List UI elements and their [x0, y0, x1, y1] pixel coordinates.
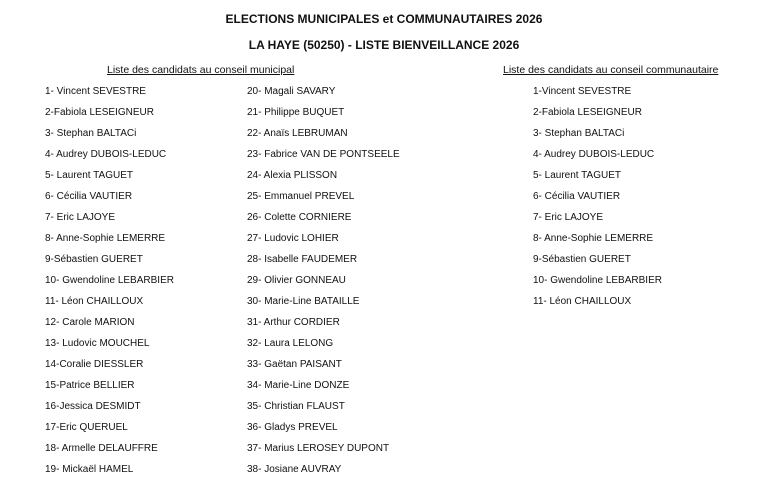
- candidate-entry: 1- Vincent SEVESTRE: [45, 86, 146, 97]
- candidate-entry: 5- Laurent TAGUET: [533, 170, 621, 181]
- candidate-entry: 32- Laura LELONG: [247, 338, 334, 349]
- candidate-entry: 4- Audrey DUBOIS-LEDUC: [45, 149, 167, 160]
- candidate-entry: 34- Marie-Line DONZE: [247, 380, 350, 391]
- candidate-entry: 19- Mickaël HAMEL: [45, 464, 134, 475]
- candidate-entry: 16-Jessica DESMIDT: [45, 401, 141, 412]
- candidate-entry: 13- Ludovic MOUCHEL: [45, 338, 150, 349]
- candidate-entry: 20- Magali SAVARY: [247, 86, 336, 97]
- candidate-entry: 38- Josiane AUVRAY: [247, 464, 342, 475]
- candidate-entry: 7- Eric LAJOYE: [45, 212, 116, 223]
- candidate-entry: 9-Sébastien GUERET: [533, 254, 631, 265]
- candidate-entry: 5- Laurent TAGUET: [45, 170, 133, 181]
- candidate-entry: 24- Alexia PLISSON: [247, 170, 338, 181]
- candidate-entry: 11- Léon CHAILLOUX: [533, 296, 632, 307]
- candidate-entry: 36- Gladys PREVEL: [247, 422, 338, 433]
- candidate-entry: 12- Carole MARION: [45, 317, 135, 328]
- candidate-entry: 37- Marius LEROSEY DUPONT: [247, 443, 390, 454]
- candidate-entry: 27- Ludovic LOHIER: [247, 233, 339, 244]
- candidate-entry: 22- Anaïs LEBRUMAN: [247, 128, 348, 139]
- candidate-entry: 10- Gwendoline LEBARBIER: [533, 275, 662, 286]
- municipal-list-heading: Liste des candidats au conseil municipal: [107, 64, 295, 76]
- candidate-entry: 26- Colette CORNIERE: [247, 212, 352, 223]
- communautaire-list-heading: Liste des candidats au conseil communautaire: [503, 64, 719, 76]
- candidate-entry: 8- Anne-Sophie LEMERRE: [45, 233, 166, 244]
- candidate-entry: 29- Olivier GONNEAU: [247, 275, 346, 286]
- candidate-entry: 2-Fabiola LESEIGNEUR: [45, 107, 154, 118]
- communautaire-candidates-list: [533, 85, 662, 316]
- candidate-entry: 28- Isabelle FAUDEMER: [247, 254, 358, 265]
- candidate-entry: 30- Marie-Line BATAILLE: [247, 296, 360, 307]
- municipal-candidates-column-2: [247, 85, 400, 484]
- list-title: LA HAYE (50250) - LISTE BIENVEILLANCE 2026: [248, 38, 520, 52]
- candidate-entry: 17-Eric QUERUEL: [45, 422, 128, 433]
- candidate-entry: 7- Eric LAJOYE: [533, 212, 604, 223]
- document-title: ELECTIONS MUNICIPALES et COMMUNAUTAIRES 2026: [225, 12, 543, 26]
- candidate-entry: 6- Cécilia VAUTIER: [45, 191, 133, 202]
- candidate-entry: 8- Anne-Sophie LEMERRE: [533, 233, 654, 244]
- candidate-entry: 2-Fabiola LESEIGNEUR: [533, 107, 642, 118]
- candidate-entry: 1-Vincent SEVESTRE: [533, 86, 632, 97]
- candidate-entry: 15-Patrice BELLIER: [45, 380, 135, 391]
- candidate-entry: 23- Fabrice VAN DE PONTSEELE: [247, 149, 400, 160]
- municipal-candidates-column-1: [45, 85, 174, 484]
- candidate-entry: 33- Gaëtan PAISANT: [247, 359, 342, 370]
- candidate-entry: 10- Gwendoline LEBARBIER: [45, 275, 174, 286]
- candidate-entry: 3- Stephan BALTACi: [45, 128, 137, 139]
- candidate-entry: 14-Coralie DIESSLER: [45, 359, 144, 370]
- candidate-entry: 21- Philippe BUQUET: [247, 107, 345, 118]
- candidate-entry: 4- Audrey DUBOIS-LEDUC: [533, 149, 655, 160]
- candidate-entry: 35- Christian FLAUST: [247, 401, 345, 412]
- candidate-entry: 3- Stephan BALTACi: [533, 128, 625, 139]
- candidate-entry: 18- Armelle DELAUFFRE: [45, 443, 158, 454]
- candidate-entry: 31- Arthur CORDIER: [247, 317, 340, 328]
- candidate-entry: 9-Sébastien GUERET: [45, 254, 143, 265]
- candidate-entry: 11- Léon CHAILLOUX: [45, 296, 144, 307]
- candidate-entry: 6- Cécilia VAUTIER: [533, 191, 621, 202]
- candidate-entry: 25- Emmanuel PREVEL: [247, 191, 355, 202]
